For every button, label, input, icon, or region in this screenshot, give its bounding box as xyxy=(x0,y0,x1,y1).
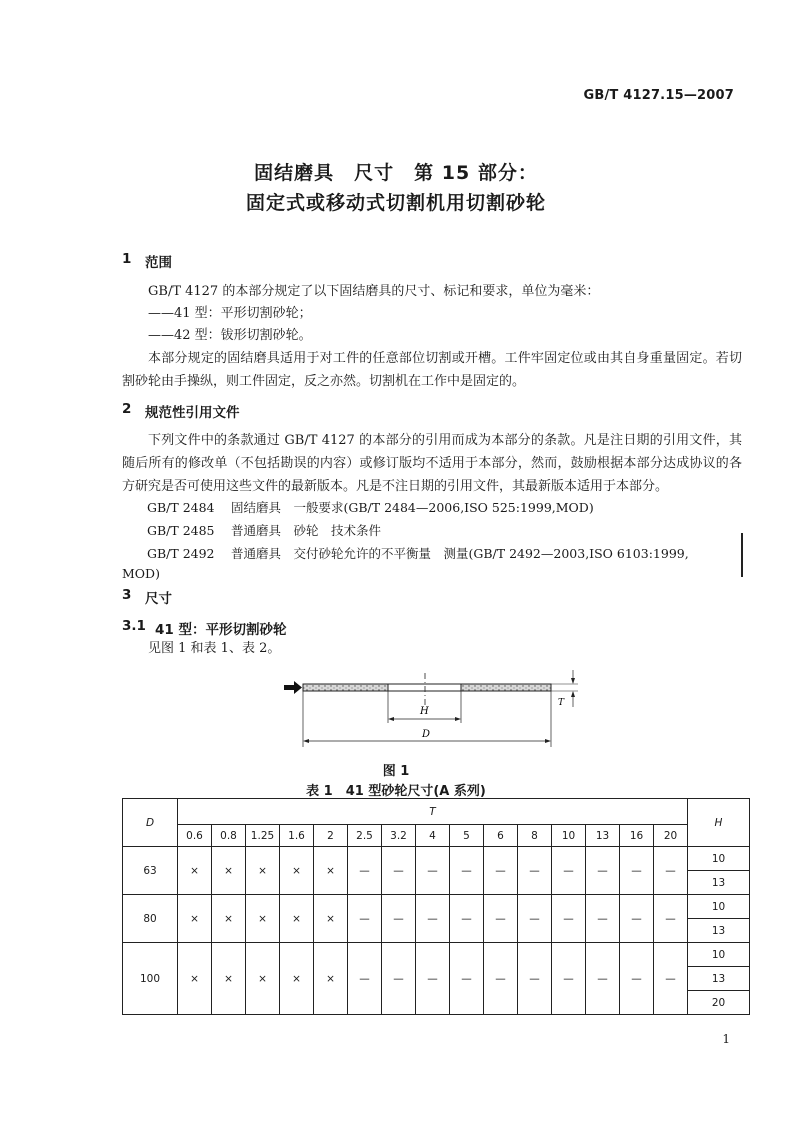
size-cell: — xyxy=(484,895,518,943)
size-cell: — xyxy=(416,895,450,943)
size-cell: — xyxy=(586,847,620,895)
table-row xyxy=(123,847,750,871)
reference-text: 普通磨具 砂轮 技术条件 xyxy=(231,523,382,538)
size-cell: × xyxy=(212,895,246,943)
h-value: 20 xyxy=(688,991,750,1015)
size-cell: — xyxy=(518,943,552,1015)
table-row xyxy=(123,895,750,919)
t-value: 4 xyxy=(416,825,450,847)
section-3-number: 3 xyxy=(122,587,132,603)
feed-arrow-icon xyxy=(284,681,302,694)
section-3-1-heading: 41 型：平形切割砂轮 xyxy=(155,622,287,638)
t-values-row xyxy=(123,825,750,847)
t-value: 13 xyxy=(586,825,620,847)
reference-text: 普通磨具 交付砂轮允许的不平衡量 测量(GB/T 2492—2003,ISO 6103:1999, xyxy=(231,546,689,561)
size-cell: × xyxy=(246,847,280,895)
size-cell: — xyxy=(654,895,688,943)
size-cell: — xyxy=(654,847,688,895)
size-cell: — xyxy=(450,895,484,943)
size-cell: × xyxy=(314,847,348,895)
size-cell: × xyxy=(212,847,246,895)
table-1 xyxy=(122,798,750,1015)
size-cell: — xyxy=(382,847,416,895)
size-cell: × xyxy=(280,895,314,943)
size-cell: — xyxy=(348,895,382,943)
size-cell: × xyxy=(212,943,246,1015)
size-cell: — xyxy=(484,847,518,895)
wheel-section-right xyxy=(461,684,551,691)
h-value: 13 xyxy=(688,967,750,991)
size-cell: × xyxy=(314,943,348,1015)
t-value: 2 xyxy=(314,825,348,847)
h-value: 10 xyxy=(688,847,750,871)
t-value: 16 xyxy=(620,825,654,847)
section-3-1-text: 见图 1 和表 1、表 2。 xyxy=(148,641,281,656)
size-cell: — xyxy=(552,895,586,943)
t-value: 2.5 xyxy=(348,825,382,847)
page-number: 1 xyxy=(722,1032,730,1046)
figure-caption: 图 1 xyxy=(382,764,410,779)
header-d: D xyxy=(123,799,178,847)
margin-rule xyxy=(741,533,743,577)
wheel-bore xyxy=(388,684,461,691)
table-row xyxy=(123,943,750,967)
size-cell: — xyxy=(518,895,552,943)
wheel-section-left xyxy=(303,684,388,691)
size-cell: — xyxy=(450,943,484,1015)
section-2-number: 2 xyxy=(122,401,132,417)
reference-code: GB/T 2484 xyxy=(147,500,215,515)
section-2-heading: 规范性引用文件 xyxy=(145,405,240,421)
size-cell: × xyxy=(280,943,314,1015)
d-value: 63 xyxy=(123,847,178,895)
size-cell: — xyxy=(620,943,654,1015)
section-1-heading: 范围 xyxy=(145,255,172,271)
standard-number: GB/T 4127.15—2007 xyxy=(583,88,734,103)
size-cell: — xyxy=(552,943,586,1015)
reference-code: GB/T 2485 xyxy=(147,523,215,538)
t-value: 0.6 xyxy=(178,825,212,847)
reference-item xyxy=(147,544,689,562)
size-cell: — xyxy=(382,943,416,1015)
size-cell: — xyxy=(586,943,620,1015)
size-cell: — xyxy=(586,895,620,943)
dimension-h-label: H xyxy=(420,706,429,717)
size-cell: × xyxy=(178,895,212,943)
section-2-paragraph: 下列文件中的条款通过 GB/T 4127 的本部分的引用而成为本部分的条款。凡是注日期的引用文件，其随后所有的修改单（不包括勘误的内容）或修订版均不适用于本部分，然而，鼓励根据本部分达成协议的各方研究是否可使用这些文件的最新版本。凡是不注日期的引用文件，其最新版本适用于本部分。 xyxy=(122,433,742,494)
d-value: 80 xyxy=(123,895,178,943)
t-value: 1.25 xyxy=(246,825,280,847)
dimension-t-label: T xyxy=(558,698,565,708)
size-cell: × xyxy=(314,895,348,943)
section-1-paragraph: 本部分规定的固结磨具适用于对工件的任意部位切割或开槽。工件牢固定位或由其自身重量固定。若切割砂轮由手操纵，则工件固定，反之亦然。切割机在工作中是固定的。 xyxy=(122,351,742,389)
reference-item xyxy=(147,498,594,516)
table-caption: 表 1 41 型砂轮尺寸(A 系列) xyxy=(306,784,486,799)
t-value: 5 xyxy=(450,825,484,847)
header-t: T xyxy=(178,799,688,825)
h-value: 10 xyxy=(688,943,750,967)
size-cell: — xyxy=(552,847,586,895)
reference-item xyxy=(147,521,381,539)
section-1-intro: GB/T 4127 的本部分规定了以下固结磨具的尺寸、标记和要求，单位为毫米： xyxy=(148,284,600,299)
size-cell: — xyxy=(348,943,382,1015)
reference-continuation: MOD) xyxy=(122,566,160,581)
size-cell: — xyxy=(654,943,688,1015)
section-1-item-2: ——42 型：钹形切割砂轮。 xyxy=(148,328,312,343)
size-cell: — xyxy=(620,847,654,895)
t-value: 8 xyxy=(518,825,552,847)
reference-code: GB/T 2492 xyxy=(147,546,215,561)
section-3-1-number: 3.1 xyxy=(122,618,146,634)
h-value: 13 xyxy=(688,871,750,895)
size-cell: × xyxy=(246,895,280,943)
t-value: 3.2 xyxy=(382,825,416,847)
size-cell: × xyxy=(280,847,314,895)
t-value: 10 xyxy=(552,825,586,847)
document-title-line2: 固定式或移动式切割机用切割砂轮 xyxy=(245,192,546,214)
t-value: 6 xyxy=(484,825,518,847)
t-value: 20 xyxy=(654,825,688,847)
t-value: 0.8 xyxy=(212,825,246,847)
size-cell: — xyxy=(450,847,484,895)
reference-text: 固结磨具 一般要求(GB/T 2484—2006,ISO 525:1999,MOD) xyxy=(231,500,594,515)
header-h: H xyxy=(688,799,750,847)
h-value: 10 xyxy=(688,895,750,919)
size-cell: — xyxy=(620,895,654,943)
size-cell: × xyxy=(178,943,212,1015)
size-cell: — xyxy=(348,847,382,895)
section-1-item-1: ——41 型：平形切割砂轮； xyxy=(148,306,312,321)
size-cell: × xyxy=(246,943,280,1015)
size-cell: — xyxy=(484,943,518,1015)
d-value: 100 xyxy=(123,943,178,1015)
size-cell: — xyxy=(416,847,450,895)
section-1-number: 1 xyxy=(122,251,132,267)
h-value: 13 xyxy=(688,919,750,943)
figure-1-wheel-drawing xyxy=(270,665,590,760)
section-3-heading: 尺寸 xyxy=(145,591,172,607)
size-cell: × xyxy=(178,847,212,895)
size-cell: — xyxy=(416,943,450,1015)
t-value: 1.6 xyxy=(280,825,314,847)
size-cell: — xyxy=(518,847,552,895)
size-cell: — xyxy=(382,895,416,943)
document-title-line1: 固结磨具 尺寸 第 15 部分： xyxy=(254,162,538,184)
dimension-d-label: D xyxy=(422,729,431,740)
